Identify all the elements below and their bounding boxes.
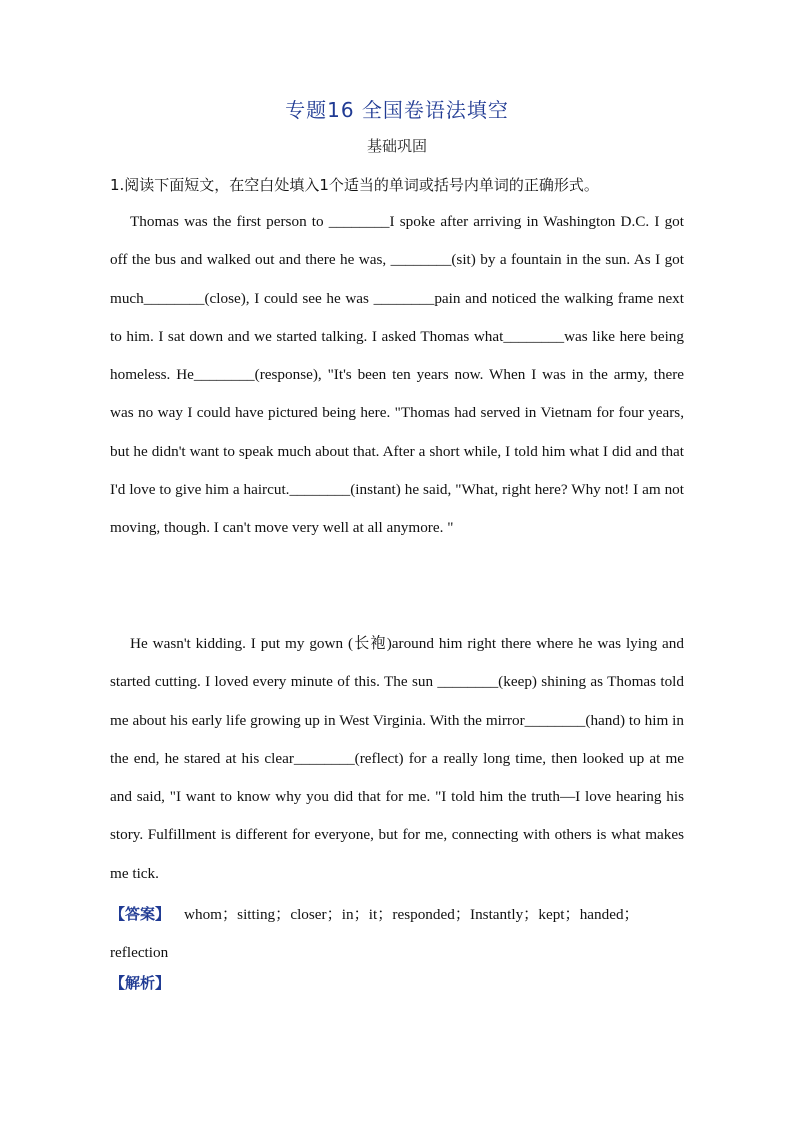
answer-block — [110, 895, 694, 973]
paragraph-text: Thomas was the first person to ________I spoke after arriving in Washington D.C. I got off the bus and walked out and there he was, ________(sit) by a fountain in the sun. As I got much________(close), I could see he was ________pain and noticed the walking frame next to him. I sat down and we started talking. I asked Thomas what________was like here being homeless. He________(response), "It's been ten years now. When I was in the army, there was no way I could have pictured being here. "Thomas had served in Vietnam for four years, but he didn't want to speak much about that. After a short while, I told him what I did and that I'd love to give him a haircut.________(instant) he said, "What, right here? Why not! I am not moving, though. I can't move very well at all anymore. " — [110, 213, 684, 537]
section-subtitle: 基础巩固 — [366, 137, 427, 155]
answer-text: whom；sitting；closer；in；it；responded；Instantly；kept；handed；reflection — [110, 906, 639, 962]
answer-label: 【答案】 — [110, 905, 171, 923]
paragraph-text: He wasn't kidding. I put my gown (长袍)around him right there where he was lying and started cutting. I loved every minute of this. The sun ________(keep) shining as Thomas told me about his early life growing up in West Virginia. With the mirror________(hand) to him in the end, he stared at his clear________(reflect) for a really long time, then looked up at me and said, "I want to know why you did that for me. "I told him the truth—I love hearing his story. Fulfillment is different for everyone, but for me, connecting with others is what makes me tick. — [110, 635, 684, 882]
passage-paragraph-1 — [110, 203, 684, 548]
passage-paragraph-2 — [110, 625, 684, 893]
analysis-label: 【解析】 — [110, 974, 171, 992]
page-title: 专题16 全国卷语法填空 — [285, 98, 509, 122]
question-instruction: 1.阅读下面短文，在空白处填入1个适当的单词或括号内单词的正确形式。 — [110, 176, 599, 194]
